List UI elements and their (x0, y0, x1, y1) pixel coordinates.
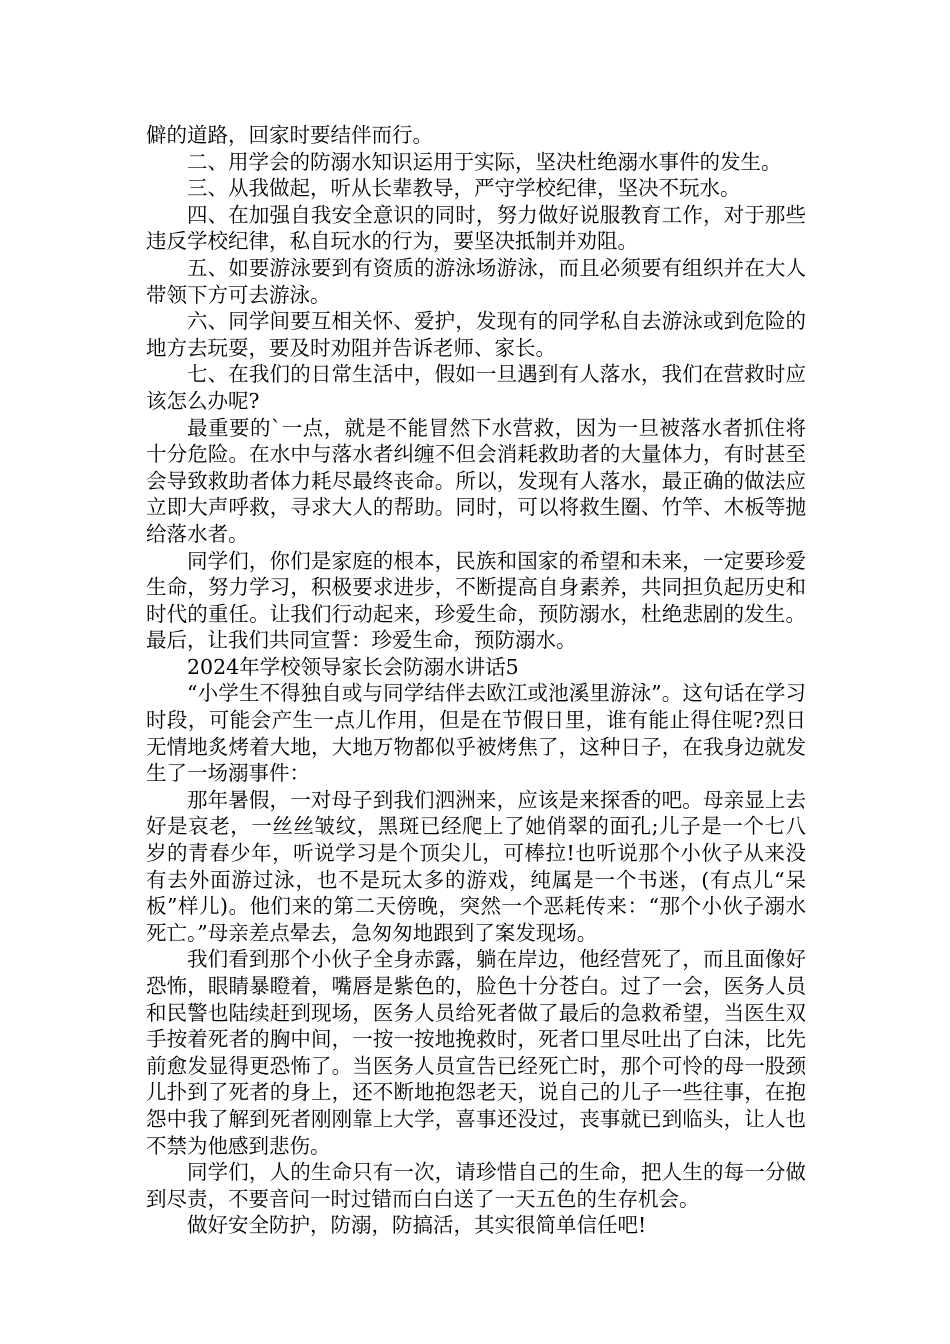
paragraph-story-2: 我们看到那个小伙子全身赤露，躺在岸边，他经营死了，而且面像好恐怖，眼睛暴瞪着，嘴唇是紫色的，脸色十分苍白。过了一会，医务人员和民警也陆续赶到现场，医务人员给死者做了最后的急救希望，当医生双手按着死者的胸中间，一按一按地挽救时，死者口里尽吐出了白沫，比先前愈发显得更恐怖了。当医务人员宣告已经死亡时，那个可怜的母一股颈儿扑到了死者的身上，还不断地抱怨老天，说自己的儿子一些往事，在抱怨中我了解到死者刚刚靠上大学，喜事还没过，丧事就已到临头，让人也不禁为他感到悲伤。 (146, 947, 806, 1158)
section-heading: 2024年学校领导家长会防溺水讲话5 (187, 654, 519, 679)
document-page (146, 122, 806, 1239)
paragraph-continued: 僻的道路，回家时要结伴而行。 (146, 123, 433, 147)
paragraph-rule-4: 四、在加强自我安全意识的同时，努力做好说服教育工作，对于那些违反学校纪律，私自玩水的行为，要坚决抵制并劝阻。 (146, 202, 806, 254)
paragraph-intro-quote: “小学生不得独自或与同学结伴去欧江或池溪里游泳”。这句话在学习时段，可能会产生一点儿作用，但是在节假日里，谁有能止得住呢?烈日无情地炙烤着大地，大地万物都似乎被烤焦了，这种日子，在我身边就发生了一场溺事件： (146, 681, 806, 786)
paragraph-rule-6: 六、同学间要互相关怀、爱护，发现有的同学私自去游泳或到危险的地方去玩耍，要及时劝阻并告诉老师、家长。 (146, 309, 806, 360)
paragraph-rule-3: 三、从我做起，听从长辈教导，严守学校纪律，坚决不玩水。 (187, 176, 741, 201)
paragraph-reflection: 同学们，人的生命只有一次，请珍惜自己的生命，把人生的每一分做到尽责，不要音问一时过错而白白送了一天五色的生存机会。 (146, 1160, 806, 1211)
paragraph-story-1: 那年暑假，一对母子到我们泗洲来，应该是来探香的吧。母亲显上去好是哀老，一丝丝皱纹，黑斑已经爬上了她俏翠的面孔;儿子是一个七八岁的青春少年，听说学习是个顶尖儿，可棒拉!也听说那个小伙子从来没有去外面游过泳，也不是玩太多的游戏，纯属是一个书迷，(有点儿“呆板”样儿)。他们来的第二天傍晚，突然一个恶耗传来：“那个小伙子溺水死亡。”母亲差点晕去，急匆匆地跟到了案发现场。 (146, 787, 806, 945)
paragraph-rule-2: 二、用学会的防溺水知识运用于实际，坚决杜绝溺水事件的发生。 (187, 149, 782, 174)
paragraph-final: 做好安全防护，防溺，防搞活，其实很简单信任吧! (187, 1213, 647, 1238)
paragraph-rescue-advice: 最重要的`一点，就是不能冒然下水营救，因为一旦被落水者抓住将十分危险。在水中与落水者纠缠不但会消耗救助者的大量体力，有时甚至会导致救助者体力耗尽最终丧命。所以，发现有人落水，最正确的做法应立即大声呼救，寻求大人的帮助。同时，可以将救生圈、竹竿、木板等抛给落水者。 (146, 415, 806, 546)
paragraph-rule-7: 七、在我们的日常生活中，假如一旦遇到有人落水，我们在营救时应该怎么办呢? (146, 362, 806, 413)
paragraph-closing-pledge: 同学们，你们是家庭的根本，民族和国家的希望和未来，一定要珍爱生命，努力学习，积极要求进步，不断提高自身素养，共同担负起历史和时代的重任。让我们行动起来，珍爱生命，预防溺水，杜绝悲剧的发生。最后，让我们共同宣誓：珍爱生命，预防溺水。 (146, 548, 806, 653)
paragraph-rule-5: 五、如要游泳要到有资质的游泳场游泳，而且必须要有组织并在大人带领下方可去游泳。 (146, 255, 806, 307)
